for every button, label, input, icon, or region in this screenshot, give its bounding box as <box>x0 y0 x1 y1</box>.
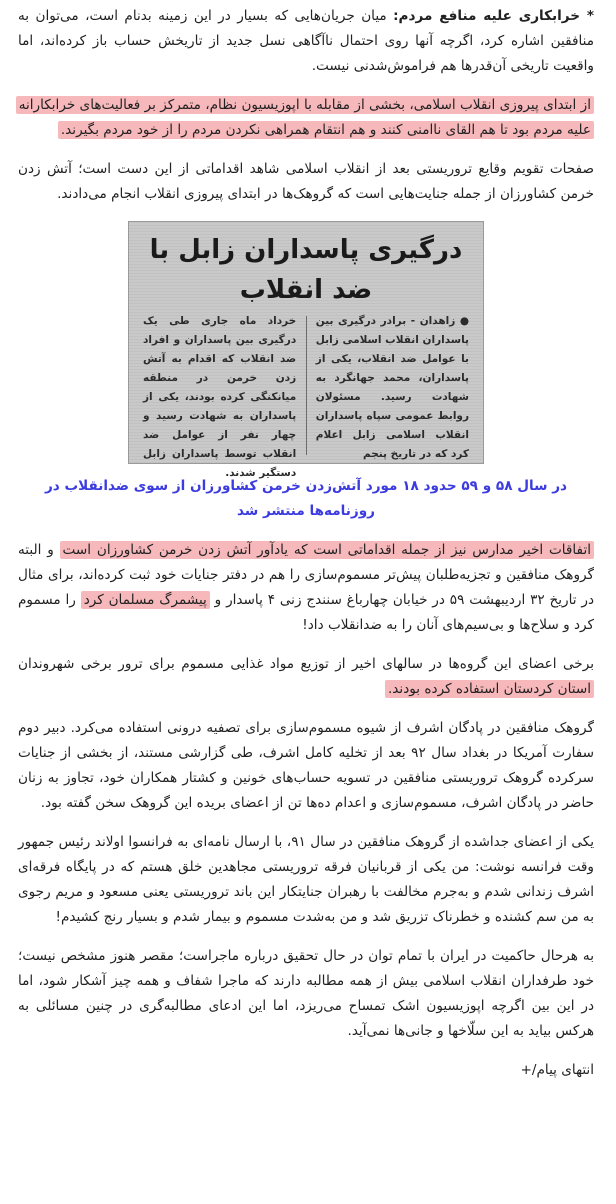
paragraph-poisoned-food <box>18 652 594 702</box>
clipping-column-left: خرداد ماه جاری طی یک درگیری بین پاسداران و افراد ضد انقلاب که اقدام به آتش زدن خرمن در منطقه میانکنگی کرده بودند، یکی از پاسداران به شهادت رسید و چهار نفر از عوامل ضد انقلاب توسط پاسداران زابل دستگیر شدند. <box>143 315 297 479</box>
article-page <box>0 4 616 1204</box>
paragraph-letter <box>18 830 594 930</box>
paragraph-schools <box>18 538 594 638</box>
paragraph-text: یکی از اعضای جداشده از گروهک منافقین در سال ۹۱، با ارسال نامه‌ای به فرانسوا اولاند رئیس جمهور وقت فرانسه نوشت: من یکی از قربانیان فرقه تروریستی مجاهدین خلق هستم که در پایگاه فرقه‌ای اشرف زندانی شدم و به‌جرم مخالفت با رهبران جنایتکار این باند تروریستی یعنی مسعود و مریم رجوی به من سم کشنده و خطرناک تزریق شد و من به‌شدت مسموم و بیمار شدم و بسیار رنج کشیدم! <box>18 834 594 925</box>
paragraph-text: و البته گروهک منافقین و تجزیه‌طلبان پیش‌تر مسموم‌سازی را هم در دفتر جنایات خود ثبت کرده‌اند، برای مثال در تاریخ ۳۲ اردیبهشت ۵۹ در خیابان چهارباغ سنندج زنی ۴ پاسدار و <box>18 542 594 608</box>
end-of-message: انتهای پیام/+ <box>520 1062 594 1078</box>
clipping-headline: درگیری پاسداران زابل با ضد انقلاب <box>149 235 463 305</box>
newspaper-clipping-image <box>128 221 484 479</box>
paragraph-heading: * خرابکاری علیه منافع مردم: <box>393 8 595 24</box>
clipping-column-right: ● زاهدان - برادر درگیری بین پاسداران انقلاب اسلامی زابل با عوامل ضد انقلاب، یکی از پاسداران، محمد جهانگرد به شهادت رسید. مسئولان روابط عمومی سپاه پاسداران انقلاب اسلامی زابل اعلام کرد که در تاریخ پنجم <box>315 315 469 460</box>
highlighted-text: از ابتدای پیروزی انقلاب اسلامی، بخشی از مقابله با اپوزیسیون نظام، متمرکز بر فعالیت‌های خرابکارانه علیه مردم بود تا هم القای ناامنی کنند و هم انتقام همراهی نکردن مردم را از خود مردم بگیرند. <box>16 96 594 139</box>
paragraph-terror-calendar <box>18 157 594 207</box>
paragraph-text: میان جریان‌هایی که بسیار در این زمینه بدنام است، می‌توان به منافقین اشاره کرد، اگرچه آنها روی احتمال ناآگاهی نسل جدید از تاریخش حساب باز کرده‌اند، اما واقعیت تاریخی آن‌قدرها هم فراموش‌شدنی نیست. <box>18 8 594 74</box>
clipping-columns <box>143 312 469 479</box>
paragraph-text: برخی اعضای این گروه‌ها در سالهای اخیر از توزیع مواد غذایی مسموم برای ترور برخی شهروندان <box>18 656 594 672</box>
paragraph-text: را مسموم کرد و سلاح‌ها و بی‌سیم‌های آنان را به ضدانقلاب داد! <box>18 592 594 633</box>
paragraph-highlighted-intro <box>18 93 594 143</box>
clipping-divider <box>306 316 307 455</box>
paragraph-text: صفحات تقویم وقایع تروریستی بعد از انقلاب اسلامی شاهد اقداماتی از این دست است؛ آتش زدن خرمن کشاورزان از جمله جنایت‌هایی است که گروهک‌ها در ابتدای پیروزی انقلاب انجام می‌دادند. <box>18 161 594 202</box>
paragraph-text: به هرحال حاکمیت در ایران با تمام توان در حال تحقیق درباره ماجراست؛ مقصر هنوز مشخص نیست؛ خود طرفداران انقلاب اسلامی بیش از همه مطالبه دارند که ماجرا شفاف و همه چیز آشکار شود، اما در این بین اگرچه اپوزیسیون اشک تمساح می‌ریزد، اما این ادعای مطالبه‌گری در چنین مسائلی به هرکس بیاید به این سلّاخها و جانی‌ها نمی‌آید. <box>18 948 594 1039</box>
image-caption: در سال ۵۸ و ۵۹ حدود ۱۸ مورد آتش‌زدن خرمن کشاورزان از سوی ضدانقلاب در روزنامه‌ها منتشر شد <box>44 478 568 519</box>
paragraph-sabotage <box>18 4 594 79</box>
paragraph-text: گروهک منافقین در پادگان اشرف از شیوه مسموم‌سازی برای تصفیه درونی استفاده می‌کرد. دبیر دوم سفارت آمریکا در بغداد سال ۹۲ بعد از تخلیه کامل اشرف، طی گزارشی مستند، از بخشی از جنایات سرکرده گروهک تروریستی منافقین در تسویه حساب‌های خونین و کشتار همکاران خود، تجاوز به زنان حاضر در پادگان اشرف، مسموم‌سازی و اعدام ده‌ها تن از اعضای بریده این گروهک سخن گفته بود. <box>18 720 595 811</box>
paragraph-ashraf-camp <box>18 716 594 816</box>
highlighted-text: استان کردستان استفاده کرده بودند. <box>385 680 594 698</box>
paragraph-conclusion <box>18 944 594 1044</box>
highlighted-text: اتفاقات اخیر مدارس نیز از جمله اقداماتی است که یادآور آتش زدن خرمن کشاورزان است <box>60 541 594 559</box>
highlighted-text: پیشمرگ مسلمان کرد <box>81 591 210 609</box>
